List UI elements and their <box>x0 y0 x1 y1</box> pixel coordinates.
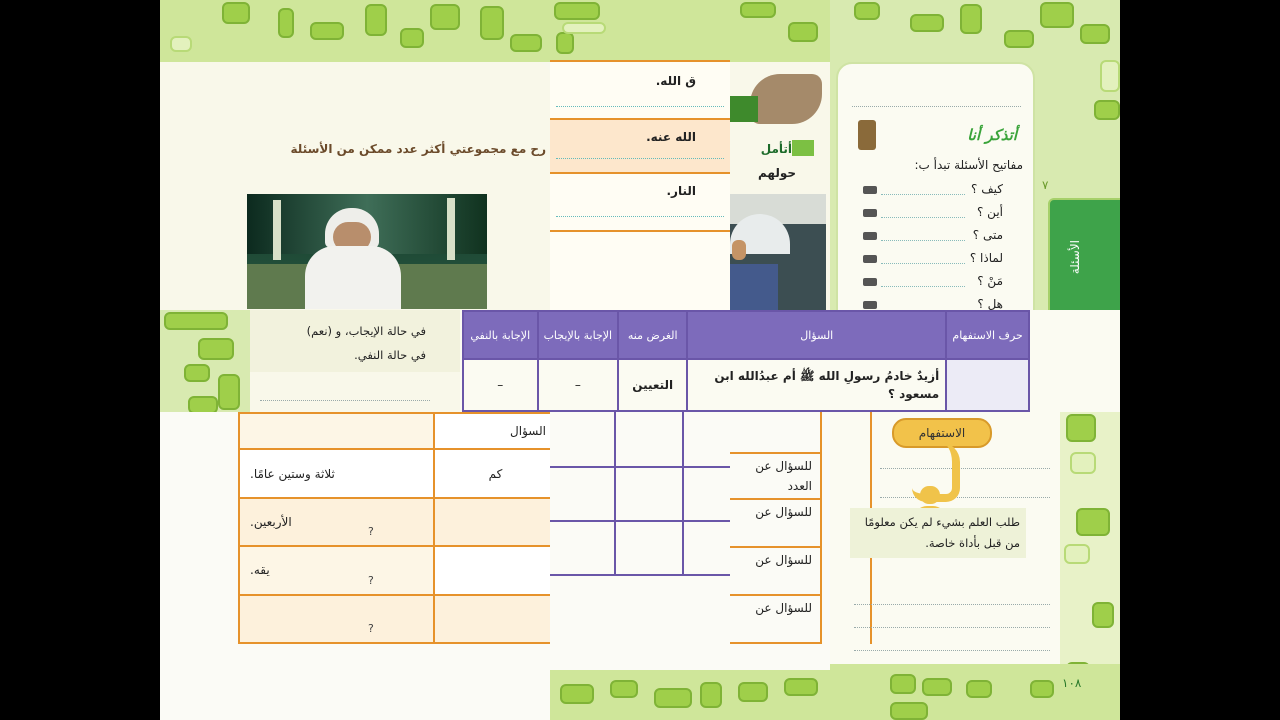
decor-pill <box>184 364 210 382</box>
pencil-icon <box>863 209 877 217</box>
decor-pill <box>910 14 944 32</box>
decor-pill <box>1066 414 1096 442</box>
answer-row <box>550 172 730 232</box>
header-no: الإجابة بالنفي <box>463 311 538 359</box>
tile-mid-left-pattern <box>160 310 250 412</box>
decor-pill <box>854 2 880 20</box>
question-key-item <box>855 249 1025 272</box>
header-purpose: الغرض منه <box>618 311 687 359</box>
key-cell <box>434 595 550 643</box>
instruction-line: في حالة الإيجاب، و (نعم) <box>306 324 426 338</box>
answer-line <box>556 106 724 107</box>
answer-block <box>250 310 460 372</box>
sidebar-title: أتذكر أنا <box>967 126 1017 144</box>
decor-pill <box>1080 24 1110 44</box>
decor-pill <box>562 22 606 34</box>
page-marker: ٧ <box>1042 178 1049 192</box>
decor-pill <box>188 396 218 412</box>
section-tab <box>1048 198 1120 310</box>
answer-row <box>550 118 730 174</box>
decor-pill <box>740 2 776 18</box>
decor-pill <box>788 22 818 42</box>
decor-pill <box>164 312 228 330</box>
question-table <box>462 310 1030 412</box>
sidebar-intro: مفاتيح الأسئلة تبدأ ب: <box>914 158 1023 172</box>
decor-pill <box>218 374 240 410</box>
key-cell <box>434 546 550 594</box>
decor-pill <box>1004 30 1034 48</box>
answers-table-right <box>730 412 822 644</box>
hourglass-icon <box>858 120 876 150</box>
tile-top-middle <box>550 0 730 310</box>
page-number: ١٠٨ <box>1062 676 1082 690</box>
decor-pill <box>556 32 574 54</box>
dotted-line <box>260 384 430 401</box>
answer-grid <box>550 412 730 576</box>
decor-pill <box>960 4 982 34</box>
answer-cell: الأربعين. <box>239 498 434 546</box>
decor-pill <box>1064 544 1090 564</box>
header-yes: الإجابة بالإيجاب <box>538 311 619 359</box>
decor-pill <box>400 28 424 48</box>
row-label: للسؤال عن <box>755 553 812 567</box>
header-question: السؤال <box>687 311 946 359</box>
instruction-word: حولهم <box>757 166 796 180</box>
answer-text: ق الله. <box>655 74 696 88</box>
dotted-line <box>852 90 1021 107</box>
decor-pill <box>560 684 594 704</box>
decor-pill <box>610 680 638 698</box>
decor-pill <box>738 682 768 702</box>
question-key-text: مَنْ ؟ <box>977 274 1003 288</box>
tile-sidebar <box>830 0 1120 310</box>
decor-pill <box>222 2 250 24</box>
pencil-icon <box>863 278 877 286</box>
pencil-icon <box>863 301 877 309</box>
answer-cell: ثلاثة وستين عامًا. <box>239 449 434 497</box>
answer-text: الله عنه. <box>646 130 696 144</box>
question-key-item <box>855 203 1025 226</box>
row-label: للسؤال عن <box>755 601 812 615</box>
decor-pill <box>654 688 692 708</box>
answer-text: النار. <box>666 184 696 198</box>
key-cell: كم <box>434 449 550 497</box>
header-letter: حرف الاستفهام <box>946 311 1029 359</box>
tile-question-table <box>460 310 1030 412</box>
decor-pill <box>430 4 460 30</box>
question-keys-list <box>855 180 1025 310</box>
collage-stage <box>160 0 1120 720</box>
tile-top-center-right <box>730 0 830 310</box>
tile-bottom-left: السؤال ثلاثة وستين عامًا. كم الأربعين. يقه. ? ? ? <box>160 412 550 720</box>
instruction-line: في حالة النفي. <box>354 348 426 362</box>
cell-no: – <box>463 359 538 411</box>
question-key-text: هل ؟ <box>977 297 1003 310</box>
question-key-item <box>855 272 1025 295</box>
decor-pill <box>1030 680 1054 698</box>
answer-line <box>556 158 724 159</box>
row-label: للسؤال عن العدد <box>755 459 812 493</box>
decor-pill <box>966 680 992 698</box>
question-key-text: لماذا ؟ <box>969 251 1003 265</box>
decor-pill <box>1092 602 1114 628</box>
scroll-banner-icon <box>750 74 822 124</box>
activity-instruction: رح مع مجموعتي أكثر عدد ممكن من الأسئلة <box>290 142 546 156</box>
instruction-word: أتأمل <box>760 142 792 156</box>
decor-pill <box>922 678 952 696</box>
decor-pill <box>890 674 916 694</box>
answer-line <box>556 216 724 217</box>
decor-pill <box>1070 452 1096 474</box>
decor-pill <box>554 2 600 20</box>
cell-letter <box>946 359 1029 411</box>
tile-bottom-center-right <box>730 412 830 720</box>
decor-pill <box>1100 60 1120 92</box>
answer-cell <box>239 595 434 643</box>
question-key-item <box>855 226 1025 249</box>
cell-yes: – <box>538 359 619 411</box>
definition-bubble-label: الاستفهام <box>918 426 966 440</box>
decor-pill <box>480 6 504 40</box>
bullet-arrow-icon <box>792 140 814 156</box>
tile-mid-right-blank <box>1030 310 1120 412</box>
decor-pill <box>170 36 192 52</box>
dotted-lines <box>870 452 1060 510</box>
decor-pill <box>510 34 542 52</box>
decor-pill <box>198 338 234 360</box>
tile-top-left <box>160 0 550 310</box>
answer-row <box>550 60 730 120</box>
photo-scholar <box>247 194 487 309</box>
decor-pill <box>700 682 722 708</box>
decor-pill <box>278 8 294 38</box>
answer-cell: يقه. <box>239 546 434 594</box>
question-key-item <box>855 295 1025 310</box>
definition-text: طلب العلم بشيء لم يكن معلومًا من قبل بأداة خاصة. <box>850 508 1026 558</box>
question-key-text: أين ؟ <box>977 205 1003 219</box>
question-key-item <box>855 180 1025 203</box>
cell-purpose: التعيين <box>618 359 687 411</box>
decor-pill <box>310 22 344 40</box>
header-question: السؤال <box>434 413 550 449</box>
sidebar-panel <box>836 62 1035 310</box>
question-key-text: متى ؟ <box>972 228 1003 242</box>
pencil-icon <box>863 186 877 194</box>
pencil-icon <box>863 255 877 263</box>
decor-pill <box>1040 2 1074 28</box>
pencil-icon <box>863 232 877 240</box>
cell-question: أزيدٌ خادمُ رسولِ الله ﷺ أم عبدُالله ابن مسعود ؟ <box>687 359 946 411</box>
tile-bottom-middle <box>550 412 730 720</box>
tile-bottom-right <box>830 412 1120 720</box>
decor-pill <box>1076 508 1110 536</box>
decor-pill <box>890 702 928 720</box>
question-key-text: كيف ؟ <box>971 182 1003 196</box>
photo-crowd <box>730 194 826 310</box>
key-cell <box>434 498 550 546</box>
section-tab-label: الأسئلة <box>1068 240 1082 275</box>
dotted-lines <box>854 588 1050 657</box>
answers-table-left <box>238 412 550 644</box>
decor-pill <box>1094 100 1120 120</box>
tile-mid-left-text <box>250 310 460 412</box>
decor-pill <box>365 4 387 36</box>
decor-pill <box>784 678 818 696</box>
banner-tab <box>730 96 758 122</box>
row-label: للسؤال عن <box>755 505 812 519</box>
